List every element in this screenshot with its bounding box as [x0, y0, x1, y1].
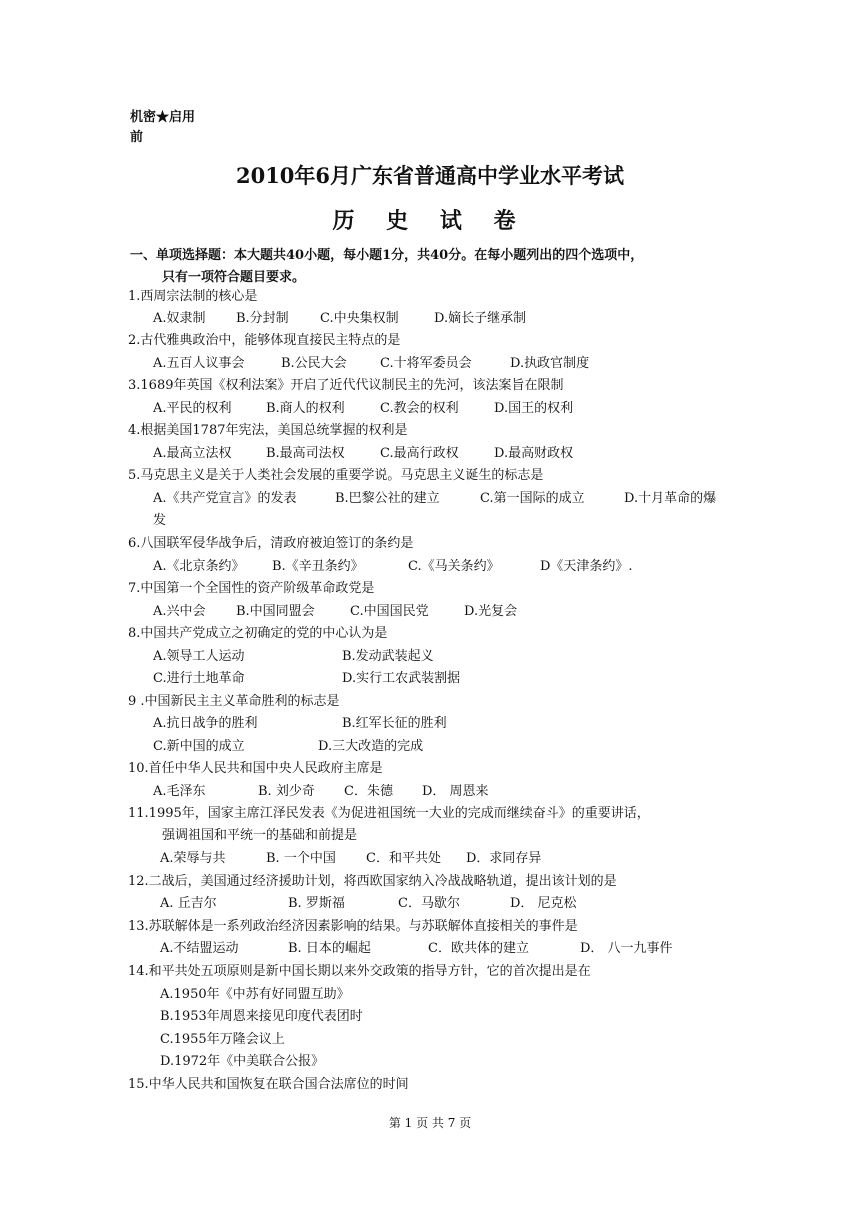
option-d: D.1972年《中美联合公报》 [160, 1054, 325, 1069]
option-a: A.《北京条约》 [153, 559, 245, 574]
option-a: A.荣辱与共 [160, 851, 226, 866]
option-c: C.教会的权利 [380, 401, 459, 416]
question-stem: 14.和平共处五项原则是新中国长期以来外交政策的指导方针，它的首次提出是在 [128, 964, 591, 979]
option-c: C．马歇尔 [398, 896, 460, 911]
question-stem: 5.马克思主义是关于人类社会发展的重要学说。马克思主义诞生的标志是 [128, 468, 544, 483]
option-b: B.《辛丑条约》 [272, 559, 364, 574]
option-b: B.1953年周恩来接见印度代表团时 [160, 1009, 363, 1024]
option-a: A.抗日战争的胜利 [153, 716, 258, 731]
option-c: C.进行土地革命 [153, 671, 245, 686]
option-c: C.中国国民党 [350, 604, 429, 619]
option-d: D.实行工农武装割据 [342, 671, 461, 686]
option-c: C.十将军委员会 [380, 356, 472, 371]
question-stem: 13.苏联解体是一系列政治经济因素影响的结果。与苏联解体直接相关的事件是 [128, 919, 578, 934]
option-d: D.执政官制度 [510, 356, 590, 371]
question-stem: 9 .中国新民主主义革命胜利的标志是 [128, 694, 340, 709]
section-instruction-line1: 一、单项选择题：本大题共40小题，每小题1分，共40分。在每小题列出的四个选项中， [130, 248, 644, 263]
option-a: A.奴隶制 [153, 311, 206, 326]
confidential-mark-line2: 前 [130, 130, 144, 145]
option-d: D.三大改造的完成 [318, 739, 424, 754]
option-a: A.最高立法权 [153, 446, 232, 461]
option-d: D． 周恩来 [422, 784, 489, 799]
option-d: D.十月革命的爆 [624, 491, 717, 506]
option-a: A.毛泽东 [153, 784, 206, 799]
option-a: A.平民的权利 [153, 401, 232, 416]
option-a: A.兴中会 [153, 604, 206, 619]
question-stem: 10.首任中华人民共和国中央人民政府主席是 [128, 761, 383, 776]
option-a: A.不结盟运动 [160, 941, 239, 956]
option-c: C.新中国的成立 [153, 739, 245, 754]
option-a: A. 丘吉尔 [160, 896, 217, 911]
option-b: B.发动武装起义 [342, 649, 434, 664]
option-c: C.中央集权制 [320, 311, 399, 326]
option-c: C．欧共体的建立 [428, 941, 529, 956]
option-a: A.《共产党宣言》的发表 [153, 491, 297, 506]
question-stem-continuation: 强调祖国和平统一的基础和前提是 [162, 828, 358, 843]
option-b: B. 一个中国 [266, 851, 336, 866]
option-c: C．朱德 [344, 784, 393, 799]
option-c: C.第一国际的成立 [480, 491, 585, 506]
option-a: A.1950年《中苏有好同盟互助》 [160, 987, 350, 1002]
option-b: B.巴黎公社的建立 [335, 491, 440, 506]
exam-subtitle: 历 史 试 卷 [332, 208, 528, 234]
question-stem: 3.1689年英国《权利法案》开启了近代代议制民主的先河，该法案旨在限制 [128, 378, 564, 393]
option-d: D.嫡长子继承制 [434, 311, 527, 326]
page-indicator: 第 1 页 共 7 页 [388, 1116, 472, 1130]
option-b: B.分封制 [236, 311, 289, 326]
option-b: B.商人的权利 [266, 401, 345, 416]
option-d: D.最高财政权 [494, 446, 574, 461]
question-stem: 12.二战后，美国通过经济援助计划，将西欧国家纳入冷战战略轨道，提出该计划的是 [128, 874, 617, 889]
section-instruction-line2: 只有一项符合题目要求。 [162, 270, 306, 285]
option-b: B.中国同盟会 [236, 604, 315, 619]
option-b: B. 日本的崛起 [288, 941, 371, 956]
option-d: D． 八一九事件 [580, 941, 673, 956]
question-stem: 4.根据美国1787年宪法，美国总统掌握的权利是 [128, 423, 408, 438]
question-stem: 6.八国联军侵华战争后，清政府被迫签订的条约是 [128, 536, 414, 551]
option-c: C．和平共处 [366, 851, 441, 866]
option-b: B. 罗斯福 [288, 896, 345, 911]
option-c: C.1955年万隆会议上 [160, 1032, 285, 1047]
option-b: B.红军长征的胜利 [342, 716, 447, 731]
option-a: A.五百人议事会 [153, 356, 245, 371]
question-stem: 1.西周宗法制的核心是 [128, 289, 258, 304]
option-d: D《天津条约》. [540, 559, 633, 574]
option-a: A.领导工人运动 [153, 649, 245, 664]
option-c: C.最高行政权 [380, 446, 459, 461]
confidential-mark-line1: 机密★启用 [130, 110, 196, 125]
question-stem: 8.中国共产党成立之初确定的党的中心认为是 [128, 626, 388, 641]
option-b: B.最高司法权 [266, 446, 345, 461]
option-d: D． 尼克松 [510, 896, 577, 911]
option-d: D.国王的权利 [494, 401, 574, 416]
question-stem: 11.1995年，国家主席江泽民发表《为促进祖国统一大业的完成而继续奋斗》的重要讲话， [128, 806, 650, 821]
option-b: B.公民大会 [281, 356, 347, 371]
question-stem: 2.古代雅典政治中，能够体现直接民主特点的是 [128, 333, 401, 348]
option-d: D.光复会 [464, 604, 518, 619]
exam-title: 2010年6月广东省普通高中学业水平考试 [235, 163, 625, 188]
option-b: B. 刘少奇 [258, 784, 315, 799]
question-stem: 7.中国第一个全国性的资产阶级革命政党是 [128, 581, 375, 596]
option-c: C.《马关条约》 [408, 559, 500, 574]
option-d-continuation: 发 [153, 513, 167, 528]
option-d: D．求同存异 [466, 851, 542, 866]
question-stem: 15.中华人民共和国恢复在联合国合法席位的时间 [128, 1077, 409, 1092]
